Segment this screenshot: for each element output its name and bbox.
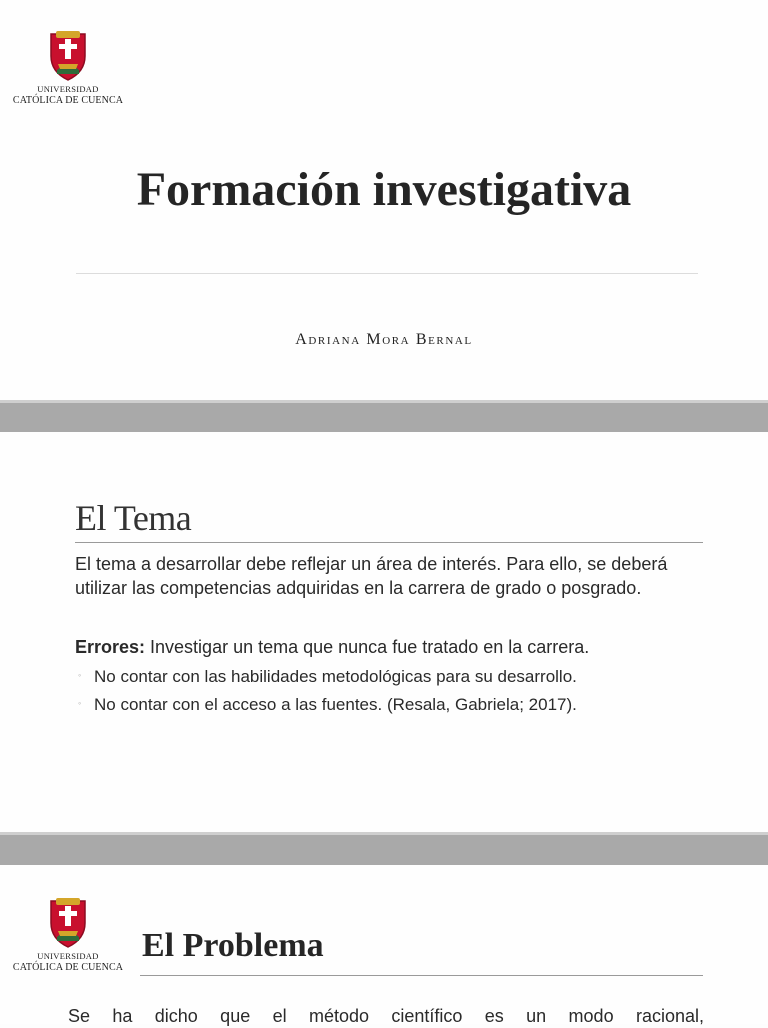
errors-text: Investigar un tema que nunca fue tratado en la carrera.	[145, 637, 590, 657]
logo-line-1: UNIVERSIDAD	[37, 951, 99, 961]
list-item	[78, 662, 577, 690]
problema-paragraph: Se ha dicho que el método científico es un modo racional,	[68, 1006, 704, 1026]
errors-bullet-list	[78, 662, 577, 718]
university-logo	[8, 897, 128, 973]
errors-label: Errores:	[75, 637, 146, 657]
logo-line-1: UNIVERSIDAD	[37, 84, 99, 94]
title-divider	[76, 273, 698, 274]
slide-heading-el-problema: El Problema	[142, 927, 324, 964]
circle-bullet-icon: ◦	[78, 670, 82, 680]
slide-separator	[0, 832, 768, 865]
slide-heading-el-tema: El Tema	[75, 498, 192, 538]
slide-el-tema	[0, 432, 768, 832]
slide-el-problema	[0, 865, 768, 1024]
slide-title	[0, 0, 768, 400]
logo-line-2: CATÓLICA DE CUENCA	[12, 95, 124, 106]
slide-separator	[0, 400, 768, 432]
tema-paragraph: El tema a desarrollar debe reflejar un área de interés. Para ello, se deberá utilizar las competencias adquiridas en la carrera de grado o posgrado.	[75, 554, 668, 598]
bullet-text: No contar con las habilidades metodológicas para su desarrollo.	[94, 667, 577, 686]
list-item	[78, 690, 577, 718]
bullet-text: No contar con el acceso a las fuentes. (Resala, Gabriela; 2017).	[94, 695, 577, 714]
university-logo	[8, 30, 128, 106]
university-crest-icon	[48, 30, 88, 82]
heading-underline	[75, 542, 703, 543]
heading-underline	[140, 975, 703, 976]
errors-line	[75, 635, 705, 659]
author-name: Adriana Mora Bernal	[295, 331, 473, 348]
university-crest-icon	[48, 897, 88, 949]
circle-bullet-icon: ◦	[78, 698, 82, 708]
presentation-title: Formación investigativa	[136, 163, 632, 216]
logo-line-2: CATÓLICA DE CUENCA	[12, 962, 124, 973]
